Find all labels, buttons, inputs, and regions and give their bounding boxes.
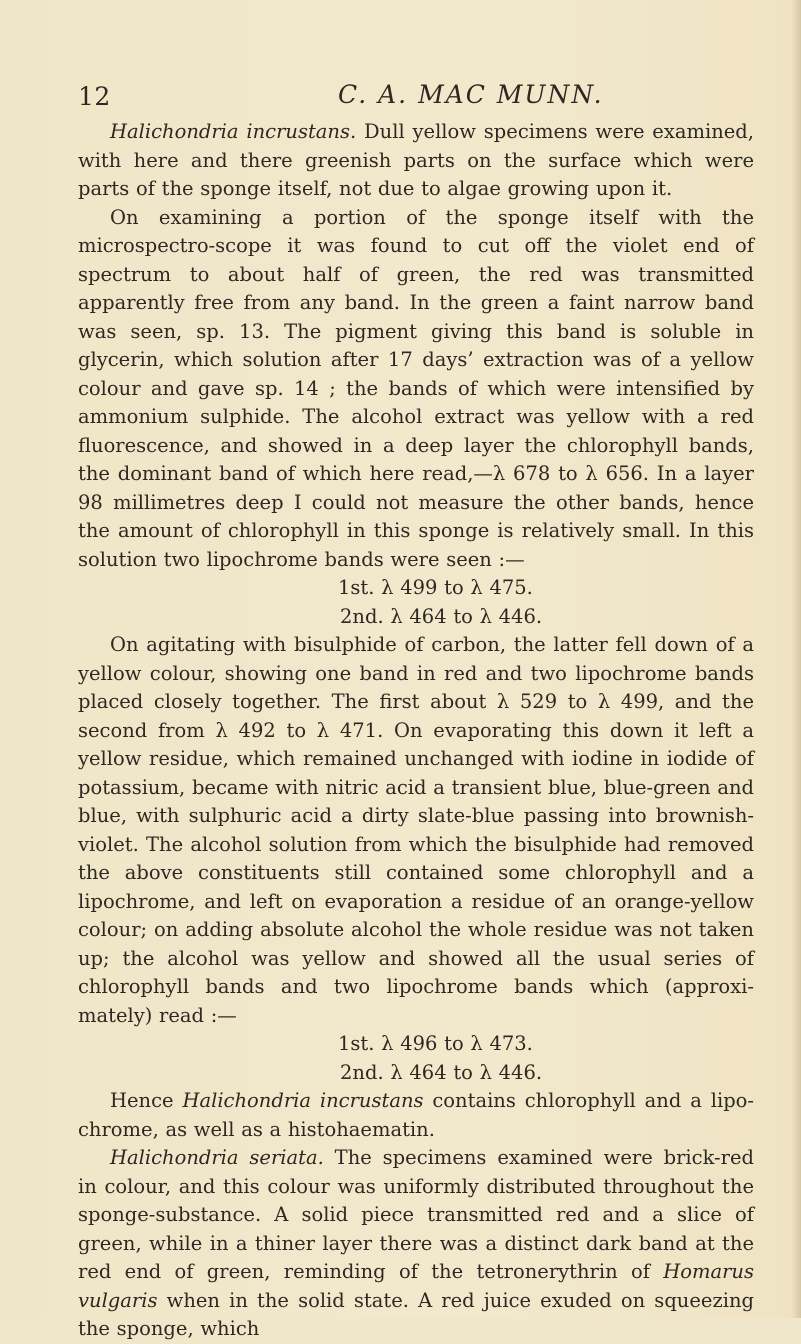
paragraph-text: On examining a portion of the sponge itself with the microspectro-scope it was found to cut off the violet end of spectrum to about half of green, the red was transmitted apparently free from any band. In the green a faint narrow band was seen, sp. 13. The pigment giving this band is soluble in glycerin, which solution after 17 days’ extraction was of a yellow colour and gave sp. 14 ; the bands of which were intensified by ammonium sulphide. The alcohol extract was yellow with a red fluorescence, and showed in a deep layer the chlorophyll bands, the dominant band of which here read,—λ 678 to λ 656. In a layer 98 millimetres deep I could not measure the other bands, hence the amount of chlorophyll in this sponge is relatively small. In this solution two lipochrome bands were seen :— bbox=[78, 205, 754, 571]
species-name-homarus: Homarus vulgaris bbox=[78, 1260, 754, 1312]
paragraph-text-after: when in the solid state. A red juice exuded on squeezing the sponge, which bbox=[78, 1288, 754, 1340]
paragraph-conclusion bbox=[78, 1087, 754, 1144]
paragraph-text-before: The specimens examined were brick-red in colour, and this colour was uniformly distributed throughout the sponge-substance. A solid piece transmitted red and a slice of green, while in a thiner layer there was a distinct dark band at the red end of green, reminding of the tetronerythrin of bbox=[78, 1146, 754, 1283]
paragraph-halichondria-seriata bbox=[78, 1144, 754, 1344]
paragraph-halichondria-incrustans bbox=[78, 118, 754, 204]
paragraph-text: Dull yellow specimens were examined, with here and there greenish parts on the surface which were parts of the sponge itself, not due to algae growing upon it. bbox=[78, 120, 754, 200]
page-fold-shadow bbox=[791, 0, 801, 1318]
running-head-author: C. A. MAC MUNN. bbox=[338, 80, 604, 109]
band-reading-second: 2nd. λ 464 to λ 446. bbox=[340, 1060, 543, 1084]
band-reading-first: 1st. λ 499 to λ 475. bbox=[338, 576, 533, 599]
paragraph-text-after: contains chlorophyll and a lipo-chrome, as well as a histohaematin. bbox=[78, 1089, 755, 1141]
paragraph-text-before: Hence bbox=[110, 1089, 183, 1112]
species-name: Halichondria incrustans. bbox=[110, 120, 357, 143]
species-name: Halichondria seriata. bbox=[110, 1146, 324, 1169]
paragraph-microspectroscope bbox=[78, 204, 754, 575]
paragraph-bisulphide bbox=[78, 631, 754, 1030]
band-reading-second: 2nd. λ 464 to λ 446. bbox=[340, 604, 543, 628]
body-text bbox=[78, 118, 755, 1340]
page-number: 12 bbox=[78, 82, 111, 111]
band-readings-2 bbox=[78, 1030, 754, 1087]
paragraph-text: On agitating with bisulphide of carbon, the latter fell down of a yellow colour, showing one band in red and two lipochrome bands placed closely together. The first about λ 529 to λ 499, and the second from λ 492 to λ 471. On evaporating this down it left a yellow residue, which remained unchanged with iodine in iodide of potassium, became with nitric acid a transient blue, blue-green and blue, with sulphuric acid a dirty slate-blue passing into brownish-violet. The alcohol solution from which the bisulphide had removed the above constituents still contained some chlorophyll and a lipochrome, and left on evaporation a residue of an orange-yellow colour; on adding absolute alcohol the whole residue was not taken up; the alcohol was yellow and showed all the usual series of chlorophyll bands and two lipochrome bands which (approxi-mately) read :— bbox=[78, 633, 754, 1027]
band-readings-1 bbox=[78, 574, 754, 631]
band-reading-first: 1st. λ 496 to λ 473. bbox=[338, 1032, 533, 1055]
species-name: Halichondria incrustans bbox=[182, 1089, 424, 1112]
page-header bbox=[78, 74, 748, 112]
